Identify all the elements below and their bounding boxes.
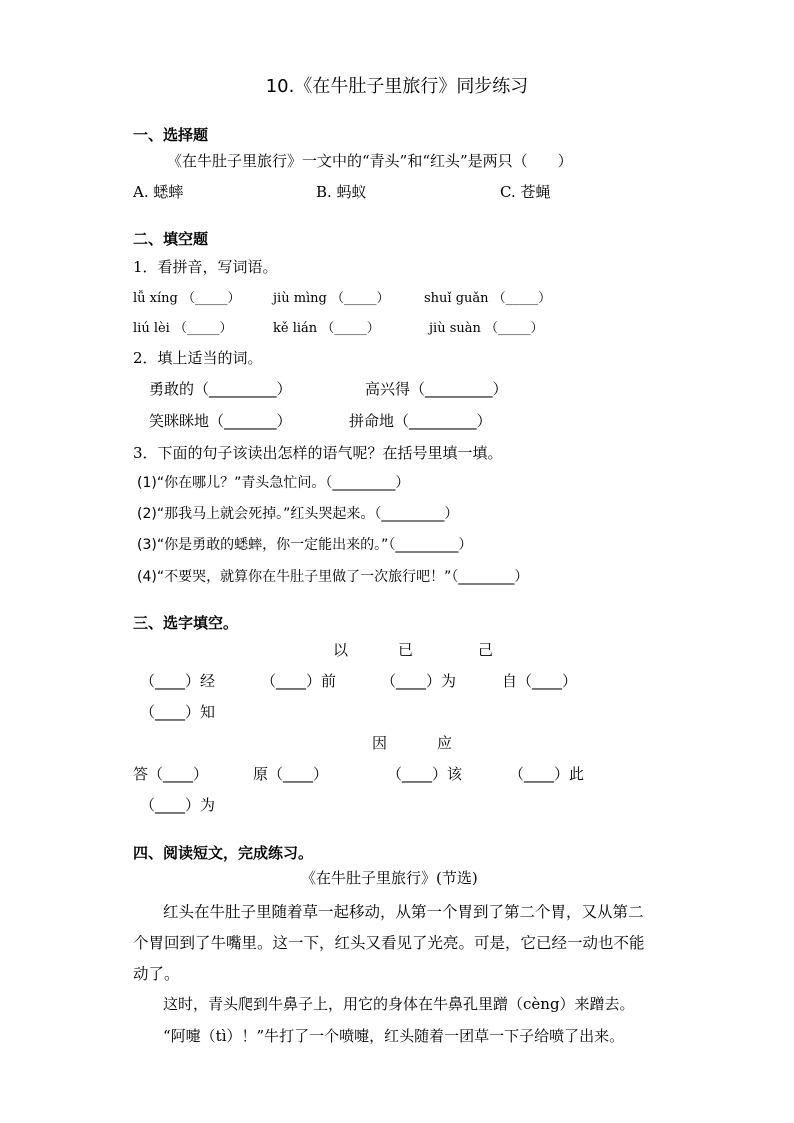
choice-char: 以: [333, 641, 349, 659]
question-2: 2．填上适当的词。: [133, 349, 263, 367]
option-b: B. 蚂蚁: [316, 183, 367, 201]
pinyin-item: kě lián （_____）: [273, 321, 380, 336]
sentence-item: (1)“你在哪儿？”青头急忙问。（_________）: [137, 475, 410, 491]
section-3-heading: 三、选字填空。: [133, 614, 239, 632]
section-4-heading: 四、阅读短文，完成练习。: [133, 844, 314, 862]
fill-item: 拼命地（_________）: [349, 412, 492, 430]
char-blank: （____）知: [140, 703, 216, 721]
choice-char: 己: [478, 641, 494, 659]
passage-line: “阿嚏（tì）！”牛打了一个喷嚏，红头随着一团草一下子给喷了出来。: [163, 1027, 625, 1045]
choice-question: 《在牛肚子里旅行》一文中的“青头”和“红头”是两只（ ）: [167, 152, 573, 170]
pinyin-item: shuǐ guǎn （_____）: [424, 291, 552, 306]
passage-title: 《在牛肚子里旅行》(节选): [301, 869, 478, 887]
pinyin-item: jiù suàn （_____）: [429, 321, 544, 336]
question-1: 1．看拼音，写词语。: [133, 258, 278, 276]
page-title: 10.《在牛肚子里旅行》同步练习: [265, 76, 529, 97]
choice-char: 因: [372, 734, 388, 752]
sentence-item: (4)“不要哭，就算你在牛肚子里做了一次旅行吧！”（________）: [137, 569, 529, 585]
pinyin-item: jiù mìng （_____）: [273, 291, 390, 306]
option-a: A. 蟋蟀: [133, 183, 184, 201]
fill-item: 高兴得（_________）: [365, 380, 508, 398]
pinyin-item: lǚ xíng （_____）: [133, 291, 241, 306]
char-blank: （____）该: [387, 765, 463, 783]
char-blank: 答（____）: [133, 765, 209, 783]
char-blank: （____）经: [140, 672, 216, 690]
question-3: 3．下面的句子该读出怎样的语气呢？在括号里填一填。: [133, 444, 503, 462]
option-c: C. 苍蝇: [500, 183, 551, 201]
fill-item: 勇敢的（_________）: [149, 380, 292, 398]
section-1-heading: 一、选择题: [133, 126, 209, 144]
char-blank: （____）此: [509, 765, 585, 783]
pinyin-item: liú lèi （_____）: [133, 321, 233, 336]
char-blank: （____）为: [381, 672, 457, 690]
passage-line: 红头在牛肚子里随着草一起移动，从第一个胃到了第二个胃，又从第二: [163, 903, 644, 921]
char-blank: （____）前: [261, 672, 337, 690]
section-2-heading: 二、填空题: [133, 230, 209, 248]
char-blank: （____）为: [140, 796, 216, 814]
char-blank: 自（____）: [502, 672, 578, 690]
fill-item: 笑眯眯地（_______）: [149, 412, 292, 430]
passage-line: 个胃回到了牛嘴里。这一下，红头又看见了光亮。可是，它已经一动也不能: [133, 934, 645, 952]
passage-line: 动了。: [133, 965, 180, 983]
choice-char: 应: [437, 734, 453, 752]
char-blank: 原（____）: [253, 765, 329, 783]
passage-line: 这时，青头爬到牛鼻子上，用它的身体在牛鼻孔里蹭（cèng）来蹭去。: [163, 995, 635, 1013]
sentence-item: (3)“你是勇敢的蟋蟀，你一定能出来的。”（_________）: [137, 537, 473, 553]
sentence-item: (2)“那我马上就会死掉。”红头哭起来。（_________）: [137, 506, 459, 522]
choice-char: 已: [398, 641, 414, 659]
